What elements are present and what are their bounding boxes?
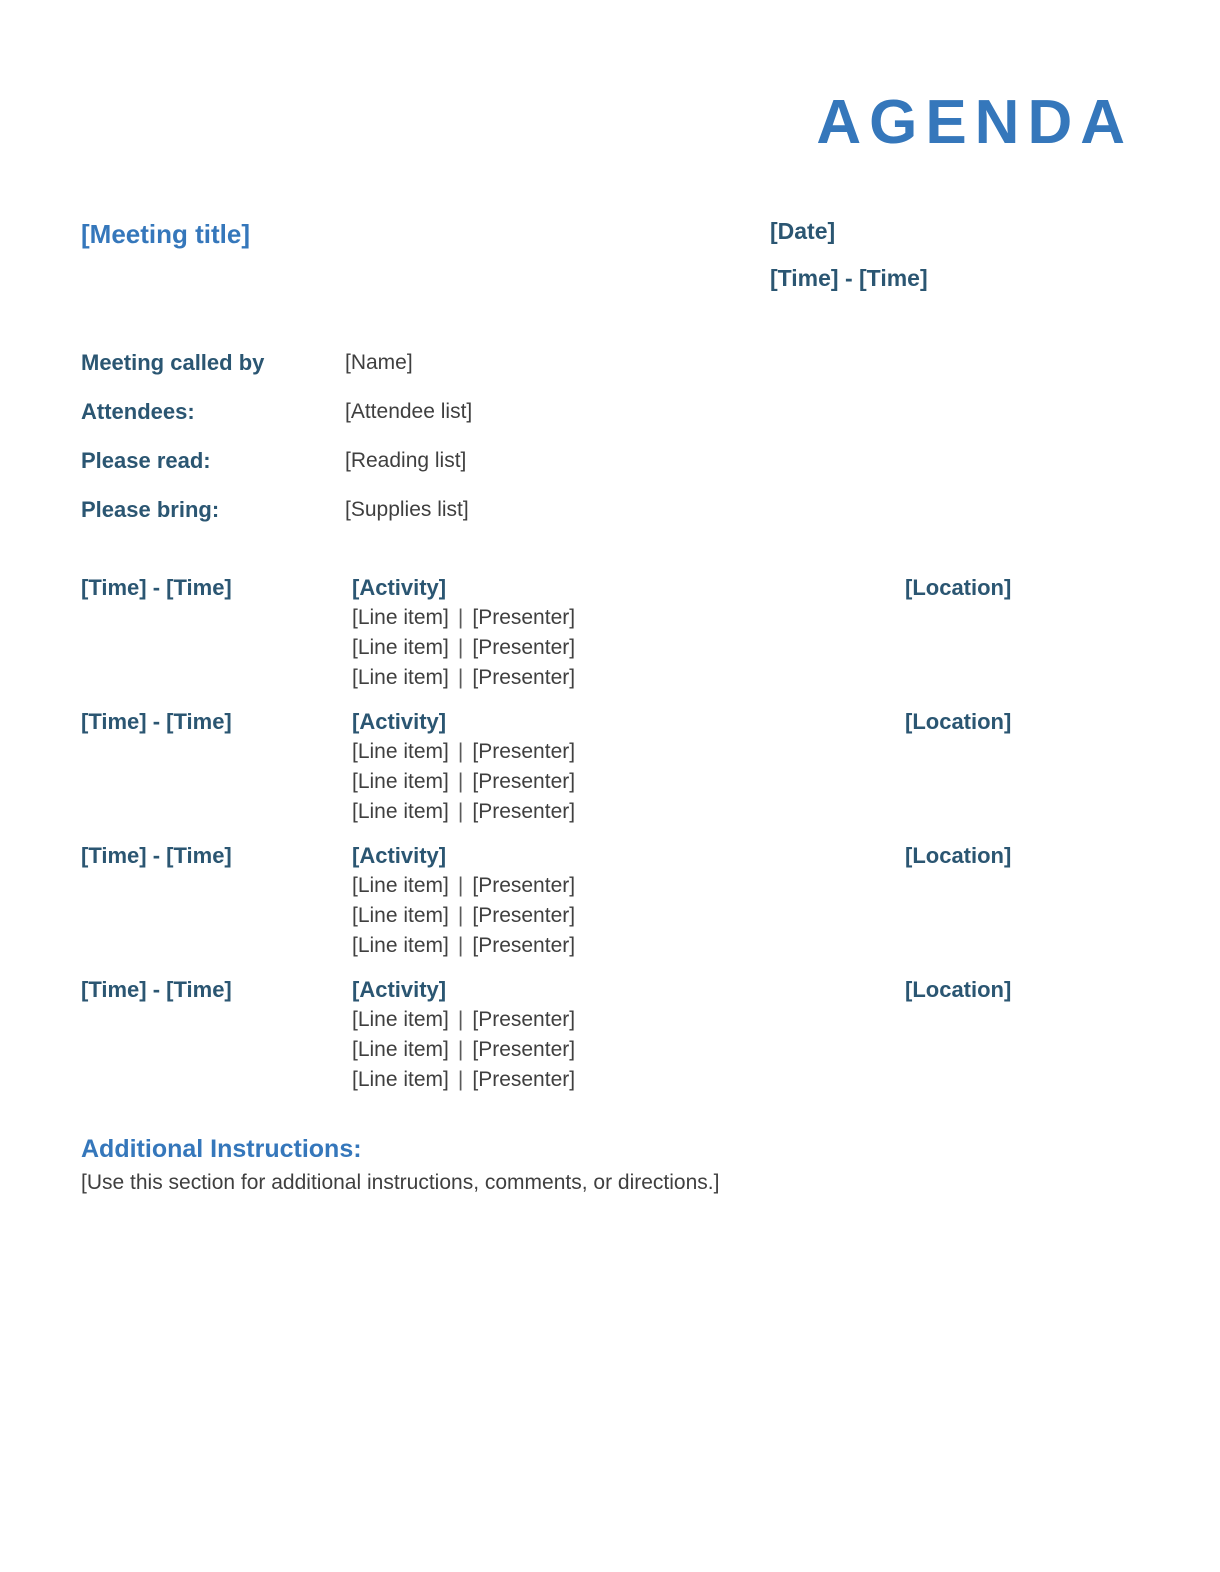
date-time-block: [770, 216, 928, 294]
line-item-placeholder[interactable]: [Line item]: [352, 1008, 449, 1031]
session-line-items: [352, 1005, 905, 1095]
session-main: [352, 573, 905, 693]
line-item-separator: |: [457, 874, 464, 897]
session-line-item[interactable]: [352, 663, 905, 693]
additional-instructions-body[interactable]: [Use this section for additional instructions, comments, or directions.]: [81, 1171, 720, 1194]
session-line-item[interactable]: [352, 1065, 905, 1095]
line-item-placeholder[interactable]: [Line item]: [352, 770, 449, 793]
session-main: [352, 707, 905, 827]
line-item-placeholder[interactable]: [Line item]: [352, 636, 449, 659]
detail-label-meeting-called-by: Meeting called by: [81, 349, 265, 375]
session-line-item[interactable]: [352, 1005, 905, 1035]
detail-label-please-bring: Please bring:: [81, 496, 220, 522]
session-line-items: [352, 871, 905, 961]
time-range-placeholder[interactable]: [Time] - [Time]: [770, 265, 928, 291]
line-item-placeholder[interactable]: [Line item]: [352, 606, 449, 629]
line-item-separator: |: [457, 636, 464, 659]
line-item-placeholder[interactable]: [Line item]: [352, 934, 449, 957]
session-activity-placeholder[interactable]: [Activity]: [352, 977, 447, 1002]
session-line-item[interactable]: [352, 1035, 905, 1065]
meeting-title-placeholder[interactable]: [Meeting title]: [81, 219, 250, 249]
document-title: AGENDA: [816, 88, 1133, 157]
presenter-placeholder[interactable]: [Presenter]: [472, 1008, 576, 1031]
additional-instructions-heading: Additional Instructions:: [81, 1135, 362, 1163]
session-location-placeholder[interactable]: [Location]: [905, 977, 1012, 1002]
session-location-placeholder[interactable]: [Location]: [905, 709, 1012, 734]
session-row: [81, 841, 1139, 961]
presenter-placeholder[interactable]: [Presenter]: [472, 904, 576, 927]
session-main: [352, 975, 905, 1095]
session-line-item[interactable]: [352, 931, 905, 961]
detail-value-supplies-list[interactable]: [Supplies list]: [345, 497, 469, 521]
line-item-separator: |: [457, 740, 464, 763]
session-location-placeholder[interactable]: [Location]: [905, 575, 1012, 600]
line-item-placeholder[interactable]: [Line item]: [352, 1068, 449, 1091]
detail-value-name[interactable]: [Name]: [345, 350, 413, 374]
session-line-item[interactable]: [352, 797, 905, 827]
session-line-item[interactable]: [352, 737, 905, 767]
session-row: [81, 975, 1139, 1095]
session-activity-placeholder[interactable]: [Activity]: [352, 575, 447, 600]
presenter-placeholder[interactable]: [Presenter]: [472, 666, 576, 689]
presenter-placeholder[interactable]: [Presenter]: [472, 1068, 576, 1091]
session-location-placeholder[interactable]: [Location]: [905, 843, 1012, 868]
presenter-placeholder[interactable]: [Presenter]: [472, 934, 576, 957]
detail-value-reading-list[interactable]: [Reading list]: [345, 448, 467, 472]
session-activity-placeholder[interactable]: [Activity]: [352, 709, 447, 734]
line-item-placeholder[interactable]: [Line item]: [352, 666, 449, 689]
session-line-items: [352, 603, 905, 693]
line-item-placeholder[interactable]: [Line item]: [352, 874, 449, 897]
detail-label-attendees: Attendees:: [81, 398, 195, 424]
line-item-separator: |: [457, 934, 464, 957]
presenter-placeholder[interactable]: [Presenter]: [472, 740, 576, 763]
line-item-separator: |: [457, 770, 464, 793]
detail-value-attendee-list[interactable]: [Attendee list]: [345, 399, 473, 423]
session-line-item[interactable]: [352, 871, 905, 901]
detail-label-please-read: Please read:: [81, 447, 211, 473]
line-item-separator: |: [457, 1008, 464, 1031]
session-line-item[interactable]: [352, 603, 905, 633]
session-time-placeholder[interactable]: [Time] - [Time]: [81, 977, 232, 1002]
line-item-separator: |: [457, 666, 464, 689]
session-time-placeholder[interactable]: [Time] - [Time]: [81, 709, 232, 734]
session-line-items: [352, 737, 905, 827]
presenter-placeholder[interactable]: [Presenter]: [472, 874, 576, 897]
presenter-placeholder[interactable]: [Presenter]: [472, 606, 576, 629]
additional-instructions-section: [81, 1132, 1139, 1198]
session-row: [81, 573, 1139, 693]
line-item-separator: |: [457, 1038, 464, 1061]
presenter-placeholder[interactable]: [Presenter]: [472, 1038, 576, 1061]
line-item-placeholder[interactable]: [Line item]: [352, 904, 449, 927]
session-line-item[interactable]: [352, 633, 905, 663]
line-item-placeholder[interactable]: [Line item]: [352, 800, 449, 823]
line-item-placeholder[interactable]: [Line item]: [352, 740, 449, 763]
presenter-placeholder[interactable]: [Presenter]: [472, 636, 576, 659]
date-placeholder[interactable]: [Date]: [770, 218, 836, 244]
session-time-placeholder[interactable]: [Time] - [Time]: [81, 575, 232, 600]
session-time-placeholder[interactable]: [Time] - [Time]: [81, 843, 232, 868]
presenter-placeholder[interactable]: [Presenter]: [472, 800, 576, 823]
line-item-placeholder[interactable]: [Line item]: [352, 1038, 449, 1061]
line-item-separator: |: [457, 800, 464, 823]
line-item-separator: |: [457, 904, 464, 927]
agenda-sessions: [81, 573, 1139, 1109]
line-item-separator: |: [457, 606, 464, 629]
session-row: [81, 707, 1139, 827]
session-main: [352, 841, 905, 961]
meeting-details: [81, 338, 472, 534]
presenter-placeholder[interactable]: [Presenter]: [472, 770, 576, 793]
session-activity-placeholder[interactable]: [Activity]: [352, 843, 447, 868]
session-line-item[interactable]: [352, 767, 905, 797]
line-item-separator: |: [457, 1068, 464, 1091]
session-line-item[interactable]: [352, 901, 905, 931]
